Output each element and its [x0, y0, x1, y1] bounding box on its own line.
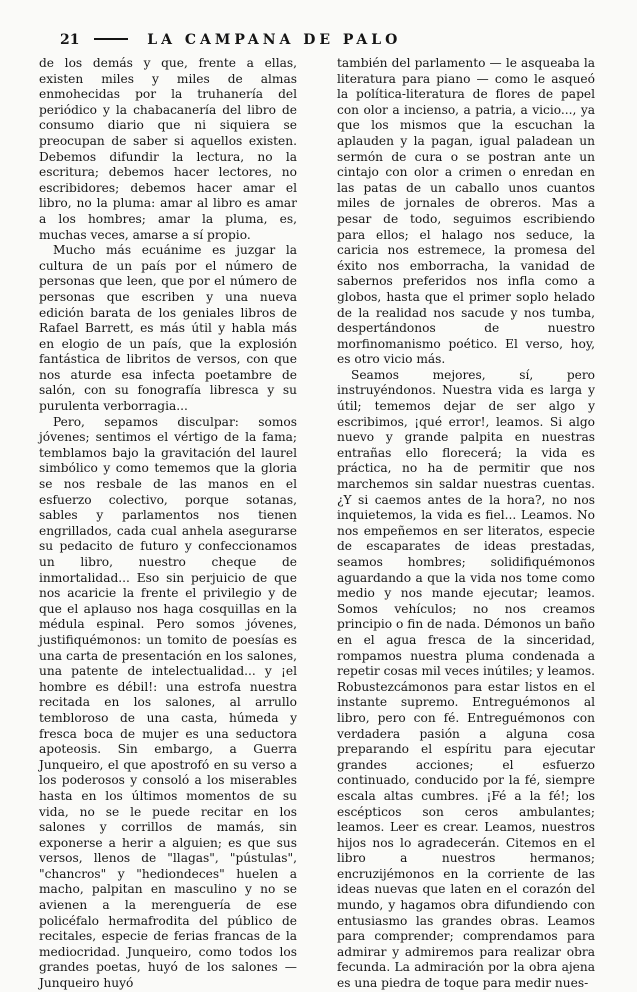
left-column: [39, 56, 297, 992]
paragraph: Pero, sepamos disculpar: somos jóvenes; sentimos el vértigo de la fama; temblamos bajo la gravitación del laurel simbólico y como tememos que la gloria se nos resbale de las manos en el esfuerzo colectivo, porque sotanas, sables y parlamentos nos tienen engrillados, cada cual anhela asegurarse su pedacito de futuro y confeccionamos un libro, nuestro cheque de inmortalidad... Eso sin perjuicio de que nos acaricie la frente el privilegio y de que el aplauso nos haga cosquillas en la médula espinal. Pero somos jóvenes, justifiquémonos: un tomito de poesías es una carta de presentación en los salones, una patente de intelectualidad... y ¡el hombre es débil!: una estrofa nuestra recitada en los salones, al arrullo tembloroso de una casta, húmeda y fresca boca de mujer es una seductora apoteosis. Sin embargo, a Guerra Junqueiro, el que apostrofó en su verso a los poderosos y consoló a los miserables hasta en los últimos momentos de su vida, no se le puede recitar en los salones y corrillos de mamás, sin exponerse a herir a alguien; es que sus versos, llenos de "llagas", "pústulas", "chancros" y "hediondeces" huelen a macho, palpitan en masculino y no se avienen a la merenguería de ese policéfalo hermafrodita del público de recitales, especie de ferias francas de la mediocridad. Junqueiro, como todos los grandes poetas, huyó de los salones — Junqueiro huyó: [39, 414, 297, 991]
right-column: [337, 56, 595, 992]
paragraph: también del parlamento — le asqueaba la literatura para piano — como le asqueó la política-literatura de flores de papel con olor a incienso, a patria, a vicio..., ya que los mismos que la escuchan la aplauden y la pagan, igual paladean un sermón de cura o se postran ante un cintajo con olor a crimen o enredan en las patas de un caballo unos cuantos miles de jornales de obreros. Mas a pesar de todo, seguimos escribiendo para ellos; el halago nos seduce, la caricia nos estremece, la promesa del éxito nos emborracha, la vanidad de sabernos preferidos nos infla como a globos, hasta que el primer soplo helado de la realidad nos sacude y nos tumba, despertándonos de nuestro morfinomanismo poético. El verso, hoy, es otro vicio más.: [337, 56, 595, 367]
header-rule: [94, 38, 128, 40]
paragraph: de los demás y que, frente a ellas, existen miles y miles de almas enmohecidas por la truhanería del periódico y la chabacanería del libro de consumo diario que ni siquiera se preocupan de saber si aquellos existen. Debemos difundir la lectura, no la escritura; debemos hacer lectores, no escribidores; debemos hacer amar el libro, no la pluma: amar al libro es amar a los hombres; amar la pluma, es, muchas veces, amarse a sí propio.: [39, 56, 297, 242]
paragraph: Mucho más ecuánime es juzgar la cultura de un país por el número de personas que leen, que por el número de personas que escriben y una nueva edición barata de los geniales libros de Rafael Barrett, es más útil y habla más en elogio de un país, que la explosión fantástica de libritos de versos, con que nos aturde esa infecta poetambre de salón, con su fonografía libresca y su purulenta verborragia...: [39, 243, 297, 414]
page-number: 21: [60, 32, 80, 48]
paragraph: Seamos mejores, sí, pero instruyéndonos. Nuestra vida es larga y útil; tememos dejar de ser algo y escribimos, ¡qué error!, leamos. Si algo nuevo y grande palpita en nuestras entrañas ello florecerá; la vida es práctica, no ha de permitir que nos marchemos sin saldar nuestras cuentas. ¿Y si caemos antes de la hora?, no nos inquietemos, la vida es fiel... Leamos. No nos empeñemos en ser literatos, especie de escaparates de ideas prestadas, seamos hombres; solidifiquémonos aguardando a que la vida nos tome como medio y nos mande ejecutar; leamos. Somos vehículos; no nos creamos principio o fin de nada. Démonos un baño en el agua fresca de la sinceridad, rompamos nuestra pluma condenada a repetir cosas mil veces inútiles; y leamos. Robustezcámonos para estar listos en el instante supremo. Entreguémonos al libro, pero con fé. Entreguémonos con verdadera pasión a alguna cosa preparando el espíritu para ejecutar grandes acciones; el esfuerzo continuado, conducido por la fé, siempre escala altas cumbres. ¡Fé a la fé!; los escépticos son ceros ambulantes; leamos. Leer es crear. Leamos, nuestros hijos nos lo agradecerán. Citemos en el libro a nuestros hermanos; encruzijémonos en la corriente de las ideas nuevas que laten en el corazón del mundo, y hagamos obra difundiendo con entusiasmo las grandes obras. Leamos para comprender; comprendamos para admirar y admiremos para realizar obra fecunda. La admiración por la obra ajena es una piedra de toque para medir nues-: [337, 367, 595, 991]
running-title: LA CAMPANA DE PALO: [147, 32, 402, 48]
page-header: [60, 32, 401, 48]
